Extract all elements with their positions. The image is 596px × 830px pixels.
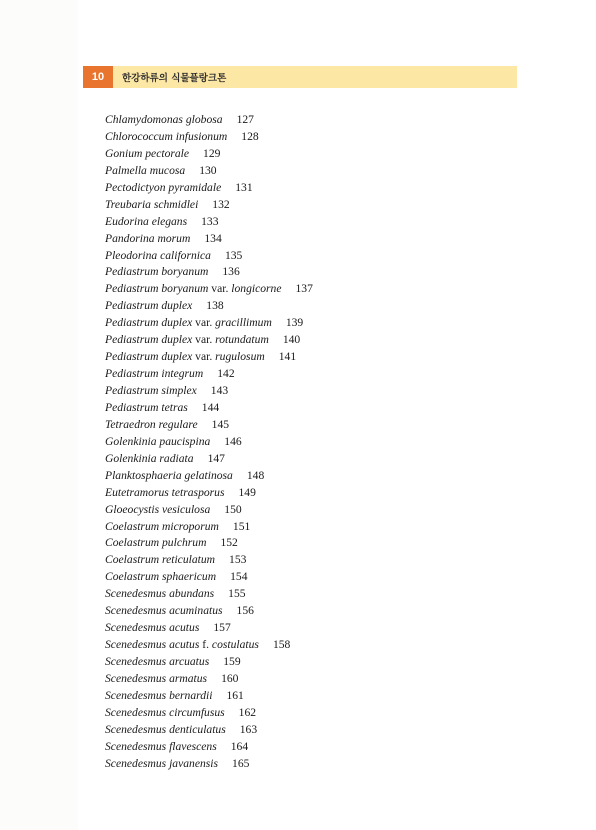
index-entry: [105, 688, 313, 705]
infraspecific-epithet: longicorne: [231, 282, 282, 296]
species-name: Scenedesmus acutus: [105, 638, 200, 652]
species-name: Pectodictyon pyramidale: [105, 180, 222, 194]
page-reference: 145: [211, 417, 230, 431]
index-entry: [105, 434, 313, 451]
running-header-title: 한강하류의 식물플랑크톤: [122, 73, 227, 84]
index-entry: [105, 722, 313, 739]
index-entry: [105, 349, 313, 366]
index-entry: [105, 535, 313, 552]
index-entry: [105, 214, 313, 231]
species-name: Pediastrum duplex: [105, 316, 193, 330]
page-reference: 161: [226, 688, 244, 702]
species-name: Planktosphaeria gelatinosa: [105, 468, 233, 482]
index-entry: [105, 332, 313, 349]
infraspecific-epithet: gracillimum: [215, 316, 272, 330]
page-reference: 159: [223, 655, 241, 668]
index-entry: [105, 519, 313, 536]
index-entry: [105, 417, 313, 434]
index-entry: [105, 552, 313, 569]
page-reference: 162: [238, 705, 257, 719]
index-entry: [105, 383, 313, 400]
page-reference: 147: [207, 451, 225, 465]
infraspecific-rank: var.: [195, 333, 213, 347]
page-reference: 137: [295, 282, 313, 296]
page-reference: 141: [278, 350, 297, 364]
index-entry: [105, 248, 313, 265]
index-entry: [105, 231, 313, 248]
index-entry: [105, 468, 313, 485]
index-entry: [105, 569, 313, 586]
page-reference: 133: [201, 214, 219, 228]
page-reference: 156: [236, 604, 254, 618]
page-reference: 140: [282, 333, 301, 347]
species-name: Scenedesmus circumfusus: [105, 705, 225, 719]
species-name: Coelastrum pulchrum: [105, 536, 207, 550]
page-reference: 154: [230, 570, 248, 584]
index-entry: [105, 671, 313, 688]
index-entry: [105, 620, 313, 637]
infraspecific-epithet: rugulosum: [215, 350, 265, 364]
species-name: Palmella mucosa: [105, 163, 186, 177]
species-name: Tetraedron regulare: [105, 417, 198, 431]
index-entry: [105, 197, 313, 214]
index-entry: [105, 366, 313, 383]
page-reference: 165: [232, 756, 250, 770]
page-reference: 148: [246, 468, 265, 482]
species-name: Scenedesmus flavescens: [105, 739, 217, 753]
page-reference: 151: [232, 519, 251, 533]
index-entry: [105, 315, 313, 332]
species-name: Scenedesmus abundans: [105, 587, 215, 601]
species-name: Pediastrum boryanum: [105, 282, 209, 296]
index-entry: [105, 400, 313, 417]
infraspecific-rank: var.: [195, 316, 213, 330]
species-name: Coelastrum reticulatum: [105, 553, 216, 567]
species-name: Gonium pectorale: [105, 146, 190, 160]
page-reference: 136: [222, 265, 240, 279]
index-entry: [105, 298, 313, 315]
page-reference: 131: [235, 180, 253, 194]
page-reference: 142: [217, 367, 235, 381]
infraspecific-epithet: costulatus: [211, 638, 259, 652]
index-entry: [105, 129, 313, 146]
index-entry: [105, 281, 313, 298]
index-entry: [105, 451, 313, 468]
page-reference: 129: [203, 146, 221, 160]
species-name: Eudorina elegans: [105, 214, 188, 228]
species-name: Scenedesmus bernardii: [105, 688, 213, 702]
index-entry: [105, 112, 313, 129]
page-reference: 149: [238, 485, 256, 499]
species-name: Pandorina morum: [105, 231, 191, 245]
page-reference: 128: [241, 129, 259, 143]
species-name: Chlamydomonas globosa: [105, 113, 223, 126]
page-reference: 127: [236, 113, 254, 126]
species-name: Pediastrum tetras: [105, 400, 188, 414]
index-entry: [105, 739, 313, 756]
index-entry: [105, 756, 313, 773]
page-reference: 134: [204, 231, 222, 245]
running-header: [83, 66, 517, 88]
species-name: Coelastrum sphaericum: [105, 570, 217, 584]
infraspecific-rank: var.: [211, 282, 229, 296]
page-reference: 135: [224, 248, 243, 262]
index-entry: [105, 264, 313, 281]
page-margin-shade: [0, 0, 78, 830]
infraspecific-epithet: rotundatum: [215, 333, 269, 347]
species-name: Scenedesmus acutus: [105, 621, 200, 635]
species-name: Pediastrum duplex: [105, 299, 193, 313]
page-reference: 138: [206, 299, 224, 313]
page-reference: 150: [224, 502, 242, 516]
page-reference: 160: [221, 671, 239, 685]
species-name: Treubaria schmidlei: [105, 197, 199, 211]
page-reference: 163: [239, 722, 258, 736]
species-name: Scenedesmus armatus: [105, 671, 208, 685]
page-reference: 153: [229, 553, 247, 567]
index-entry: [105, 705, 313, 722]
species-name: Pleodorina californica: [105, 248, 211, 262]
species-name: Pediastrum duplex: [105, 333, 193, 347]
species-name: Scenedesmus denticulatus: [105, 722, 226, 736]
page-reference: 144: [201, 400, 220, 414]
page-reference: 130: [199, 163, 217, 177]
index-entry: [105, 146, 313, 163]
index-entry: [105, 637, 313, 654]
species-name: Eutetramorus tetrasporus: [105, 485, 225, 499]
page-reference: 164: [230, 739, 249, 753]
species-name: Coelastrum microporum: [105, 519, 219, 533]
index-entry: [105, 502, 313, 519]
infraspecific-rank: f.: [202, 638, 210, 652]
species-name: Scenedesmus javanensis: [105, 756, 219, 770]
page-reference: 146: [224, 434, 242, 448]
index-entry: [105, 654, 313, 671]
species-name: Golenkinia paucispina: [105, 434, 211, 448]
species-name: Scenedesmus arcuatus: [105, 655, 210, 668]
page-reference: 139: [285, 316, 304, 330]
page-number: 10: [83, 66, 113, 88]
page-reference: 132: [212, 197, 230, 211]
infraspecific-rank: var.: [195, 350, 213, 364]
page-reference: 155: [228, 587, 246, 601]
species-name: Chlorococcum infusionum: [105, 129, 228, 143]
species-name: Pediastrum simplex: [105, 384, 197, 397]
species-name: Pediastrum duplex: [105, 350, 193, 364]
index-entry: [105, 180, 313, 197]
index-entry: [105, 586, 313, 603]
index-entry: [105, 163, 313, 180]
species-name: Pediastrum boryanum: [105, 265, 209, 279]
species-name: Scenedesmus acuminatus: [105, 604, 223, 618]
species-name: Pediastrum integrum: [105, 367, 204, 381]
page-reference: 158: [272, 638, 291, 652]
index-entry: [105, 485, 313, 502]
index-entry: [105, 603, 313, 620]
page-reference: 143: [210, 384, 229, 397]
page-reference: 152: [220, 536, 238, 550]
species-name: Golenkinia radiata: [105, 451, 194, 465]
species-index-list: [105, 112, 313, 773]
species-name: Gloeocystis vesiculosa: [105, 502, 211, 516]
page-reference: 157: [213, 621, 231, 635]
